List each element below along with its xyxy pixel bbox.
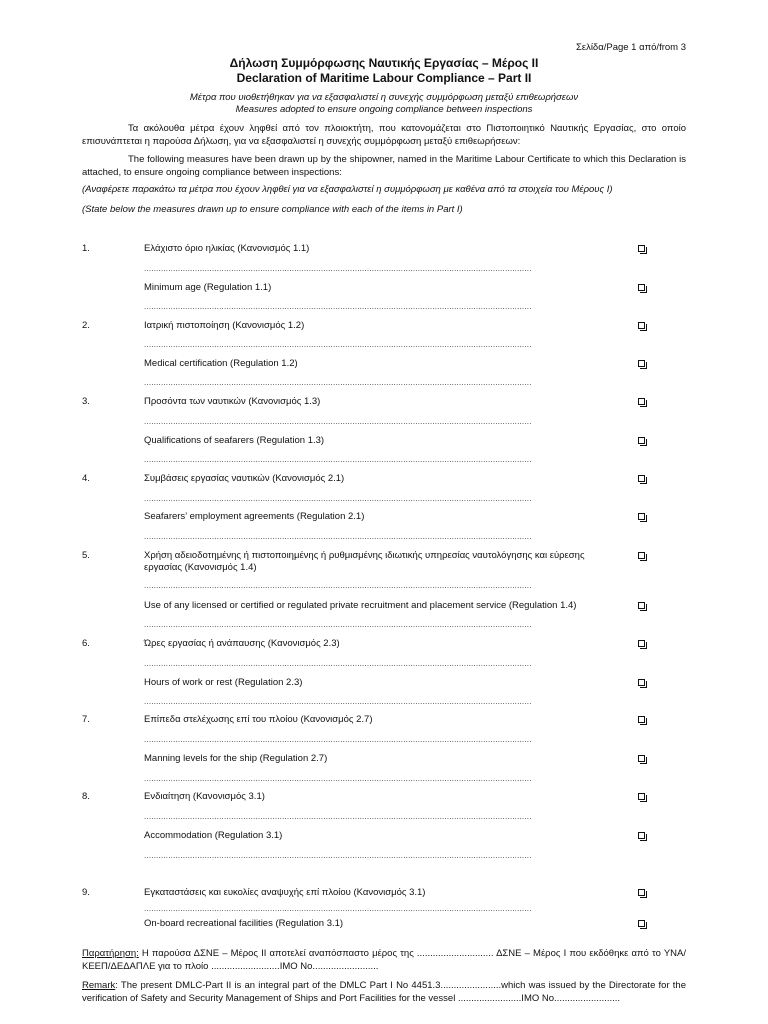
- checkbox-greek[interactable]: [638, 398, 645, 405]
- answer-line-english: ................................................................................................................................................................: [144, 697, 532, 706]
- item-label-english: Medical certification (Regulation 1.2): [144, 358, 298, 369]
- checkbox-english[interactable]: [638, 360, 645, 367]
- item-number: 4.: [82, 473, 90, 484]
- checkbox-greek[interactable]: [638, 716, 645, 723]
- answer-line-english: ................................................................................................................................................................: [144, 532, 532, 541]
- answer-line-greek: ................................................................................................................................................................: [144, 581, 532, 590]
- checkbox-english[interactable]: [638, 920, 645, 927]
- item-label-greek: Συμβάσεις εργασίας ναυτικών (Κανονισμός 2.1): [144, 473, 345, 484]
- subtitle-greek: Μέτρα που υιοθετήθηκαν για να εξασφαλιστεί η συνεχής συμμόρφωση μεταξύ επιθεωρήσεων: [189, 92, 579, 103]
- remark-english-text: : The present DMLC-Part II is an integral part of the DMLC Part I No 4451.3.......................which was issued by the Directorate for the verification of Safety and Security Management of Ships and Port Facilities for the vessel ........................IMO No.........................: [82, 980, 686, 1004]
- answer-line-english: ................................................................................................................................................................: [144, 378, 532, 387]
- item-number: 7.: [82, 714, 90, 725]
- item-number: 3.: [82, 396, 90, 407]
- checkbox-greek[interactable]: [638, 889, 645, 896]
- item-label-english: Qualifications of seafarers (Regulation 1.3): [144, 435, 325, 446]
- checkbox-english[interactable]: [638, 755, 645, 762]
- item-number: 2.: [82, 320, 90, 331]
- item-label-english: Manning levels for the ship (Regulation 2.7): [144, 753, 328, 764]
- item-label-english: Hours of work or rest (Regulation 2.3): [144, 677, 303, 688]
- remark-greek: [82, 948, 686, 973]
- instruction-greek: (Αναφέρετε παρακάτω τα μέτρα που έχουν ληφθεί για να εξασφαλιστεί η συμμόρφωση με καθένα από τα στοιχεία του Μέρους Ι): [82, 184, 613, 195]
- item-number: 8.: [82, 791, 90, 802]
- checkbox-english[interactable]: [638, 513, 645, 520]
- checkbox-greek[interactable]: [638, 475, 645, 482]
- title-greek: Δήλωση Συμμόρφωσης Ναυτικής Εργασίας – Μέρος ΙΙ: [229, 56, 539, 70]
- checkbox-english[interactable]: [638, 602, 645, 609]
- answer-line-greek: ................................................................................................................................................................: [144, 659, 532, 668]
- item-label-greek: Ελάχιστο όριο ηλικίας (Κανονισμός 1.1): [144, 243, 310, 254]
- item-number: 9.: [82, 887, 90, 898]
- checkbox-english[interactable]: [638, 679, 645, 686]
- page-number: Σελίδα/Page 1 από/from 3: [575, 42, 686, 53]
- item-label-english: On-board recreational facilities (Regulation 3.1): [144, 918, 344, 929]
- answer-line-greek: ................................................................................................................................................................: [144, 340, 532, 349]
- answer-line-greek: ................................................................................................................................................................: [144, 812, 532, 821]
- intro-paragraph-greek: Τα ακόλουθα μέτρα έχουν ληφθεί από τον πλοιοκτήτη, που κατονομάζεται στο Πιστοποιητικό Ναυτικής Εργασίας, στο οποίο επισυνάπτεται η παρούσα Δήλωση, για να εξασφαλιστεί η συνεχής συμμόρφωση μεταξύ επιθεωρήσεων:: [82, 123, 686, 147]
- title-english: Declaration of Maritime Labour Compliance – Part II: [236, 71, 532, 85]
- item-label-greek: Χρήση αδειοδοτημένης ή πιστοποιημένης ή ρυθμισμένης ιδιωτικής υπηρεσίας ναυτολόγησης και εύρεσης εργασίας (Κανονισμός 1.4): [144, 550, 585, 573]
- checkbox-english[interactable]: [638, 284, 645, 291]
- item-label-english: Accommodation (Regulation 3.1): [144, 830, 283, 841]
- remark-greek-text: Η παρούσα ΔΣΝΕ – Μέρος ΙΙ αποτελεί αναπόσπαστο μέρος της ............................. ΔΣΝΕ – Μέρος Ι που εκδόθηκε από το ΥΝΑ/ΚΕΕΠ/ΔΕΔΑΠΛΕ για το πλοίο ..........................ΙΜΟ Νο.........................: [82, 948, 686, 972]
- item-number: 5.: [82, 550, 90, 561]
- checkbox-greek[interactable]: [638, 322, 645, 329]
- remark-greek-label: Παρατήρηση:: [82, 948, 139, 959]
- item-number: 6.: [82, 638, 90, 649]
- checkbox-greek[interactable]: [638, 245, 645, 252]
- item-label-english: Minimum age (Regulation 1.1): [144, 282, 272, 293]
- answer-line-english: ................................................................................................................................................................: [144, 455, 532, 464]
- item-label-greek: Ιατρική πιστοποίηση (Κανονισμός 1.2): [144, 320, 305, 331]
- item-label-greek: Ώρες εργασίας ή ανάπαυσης (Κανονισμός 2.3): [144, 638, 340, 649]
- remark-english-label: Remark: [82, 980, 116, 991]
- answer-line-english: ................................................................................................................................................................: [144, 851, 532, 860]
- answer-line-english: ................................................................................................................................................................: [144, 620, 532, 629]
- intro-paragraph-english: The following measures have been drawn up by the shipowner, named in the Maritime Labour Certificate to which this Declaration is attached, to ensure ongoing compliance between inspections:: [82, 154, 686, 178]
- answer-line-greek: ................................................................................................................................................................: [144, 494, 532, 503]
- checkbox-english[interactable]: [638, 437, 645, 444]
- answer-line-english: ................................................................................................................................................................: [144, 774, 532, 783]
- checkbox-english[interactable]: [638, 832, 645, 839]
- checkbox-greek[interactable]: [638, 640, 645, 647]
- remark-english: [82, 980, 686, 1005]
- answer-line-english: ................................................................................................................................................................: [144, 302, 532, 311]
- item-number: 1.: [82, 243, 90, 254]
- answer-line-greek: ................................................................................................................................................................: [144, 904, 532, 913]
- item-label-greek: Επίπεδα στελέχωσης επί του πλοίου (Κανονισμός 2.7): [144, 714, 373, 725]
- item-label-english: Use of any licensed or certified or regulated private recruitment and placement service (Regulation 1.4): [144, 600, 577, 611]
- instruction-english: (State below the measures drawn up to ensure compliance with each of the items in Part I): [82, 204, 463, 215]
- answer-line-greek: ................................................................................................................................................................: [144, 264, 532, 273]
- item-label-english: Seafarers’ employment agreements (Regulation 2.1): [144, 511, 365, 522]
- answer-line-greek: ................................................................................................................................................................: [144, 417, 532, 426]
- item-label-greek: Προσόντα των ναυτικών (Κανονισμός 1.3): [144, 396, 321, 407]
- subtitle-english: Measures adopted to ensure ongoing compliance between inspections: [235, 104, 533, 115]
- item-label-greek: Εγκαταστάσεις και ευκολίες αναψυχής επί πλοίου (Κανονισμός 3.1): [144, 887, 426, 898]
- checkbox-greek[interactable]: [638, 793, 645, 800]
- answer-line-greek: ................................................................................................................................................................: [144, 735, 532, 744]
- item-label-greek: Ενδιαίτηση (Κανονισμός 3.1): [144, 791, 265, 802]
- checkbox-greek[interactable]: [638, 552, 645, 559]
